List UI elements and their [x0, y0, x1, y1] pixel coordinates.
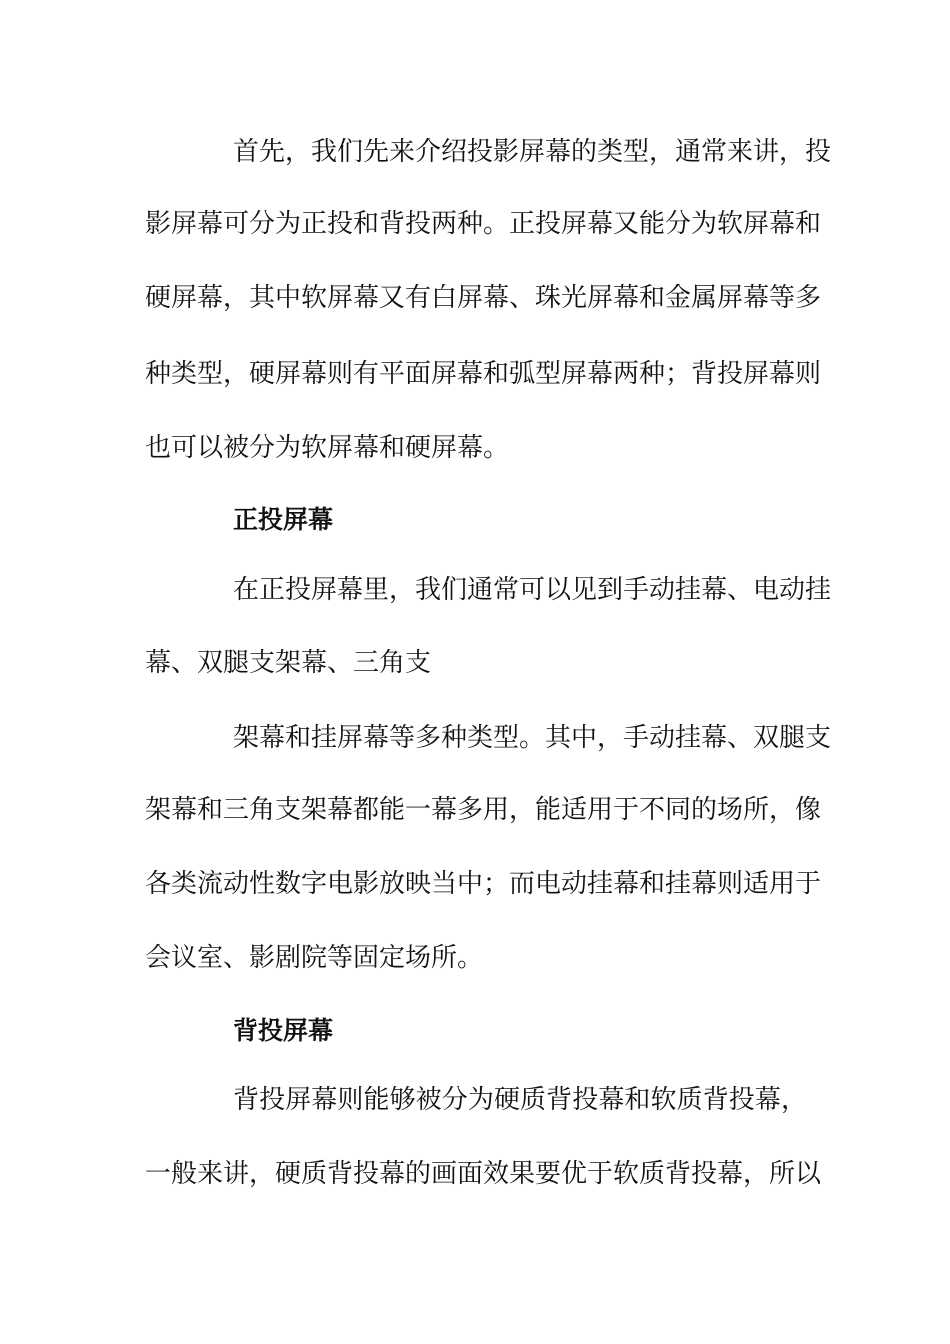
paragraph-1-line-1: 首先，我们先来介绍投影屏幕的类型，通常来讲，投 — [233, 137, 832, 167]
paragraph-3-line-1: 架幕和挂屏幕等多种类型。其中，手动挂幕、双腿支 — [233, 723, 832, 753]
section-heading-rear-projection: 背投屏幕 — [233, 1016, 334, 1045]
paragraph-3-line-2: 架幕和三角支架幕都能一幕多用，能适用于不同的场所，像 — [145, 795, 822, 825]
section-heading-front-projection: 正投屏幕 — [233, 505, 334, 534]
paragraph-1-line-3: 硬屏幕，其中软屏幕又有白屏幕、珠光屏幕和金属屏幕等多 — [145, 283, 822, 313]
paragraph-2-line-1: 在正投屏幕里，我们通常可以见到手动挂幕、电动挂 — [233, 575, 832, 605]
paragraph-1-line-5: 也可以被分为软屏幕和硬屏幕。 — [145, 433, 510, 463]
paragraph-1-line-2: 影屏幕可分为正投和背投两种。正投屏幕又能分为软屏幕和 — [145, 209, 822, 239]
paragraph-4-line-1: 背投屏幕则能够被分为硬质背投幕和软质背投幕， — [233, 1085, 807, 1115]
paragraph-4-line-2: 一般来讲，硬质背投幕的画面效果要优于软质背投幕，所以 — [145, 1159, 822, 1189]
paragraph-1-line-4: 种类型，硬屏幕则有平面屏幕和弧型屏幕两种；背投屏幕则 — [145, 359, 822, 389]
paragraph-2-line-2: 幕、双腿支架幕、三角支 — [145, 648, 432, 678]
paragraph-3-line-4: 会议室、影剧院等固定场所。 — [145, 943, 484, 973]
paragraph-3-line-3: 各类流动性数字电影放映当中；而电动挂幕和挂幕则适用于 — [145, 869, 822, 899]
